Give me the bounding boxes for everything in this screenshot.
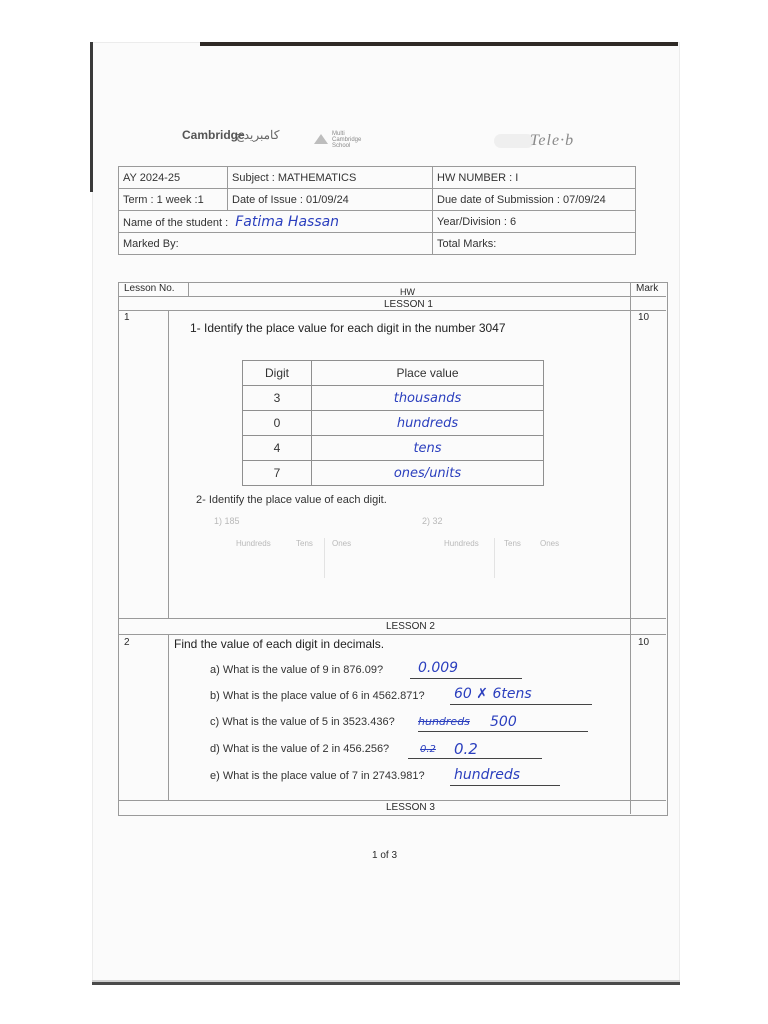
total-marks-cell: Total Marks: [433,233,636,255]
teleb-logo-swoosh [494,134,534,148]
year-division-cell: Year/Division : 6 [433,211,636,233]
q2-a-col-tens: Tens [296,539,313,548]
decimal-item-text: What is the value of 2 in 456.256? [222,743,390,755]
student-name-handwritten: Fatima Hassan [235,213,340,230]
struck-answer-handwritten: 0.2 [420,744,436,755]
teleb-logo-text: Tele·b [530,132,575,149]
lesson1-title: LESSON 1 [384,299,433,310]
pv-answer-handwritten: ones/units [393,465,462,481]
pv-header-digit: Digit [243,361,312,386]
q2-b-col-hundreds: Hundreds [444,539,479,548]
q2-part-a-label: 1) 185 [214,516,240,526]
lesson1-number: 1 [124,312,130,323]
lesson2-title: LESSON 2 [386,621,435,632]
student-name-cell [119,211,433,233]
row-sep-header [118,296,666,297]
lesson2-number: 2 [124,637,130,648]
decimal-item-text: What is the place value of 6 in 4562.871? [222,690,425,702]
q2-a-faint-divider [324,538,325,578]
decimal-item-label: d) [210,743,220,755]
place-value-table [242,360,544,486]
decimal-item-text: What is the value of 5 in 3523.436? [222,716,395,728]
school-logo-lines: Multi Cambridge School [332,131,362,149]
decimal-item-text: What is the place value of 7 in 2743.981? [222,770,425,782]
marked-by-cell: Marked By: [119,233,433,255]
pv-digit: 3 [243,386,312,411]
decimal-item [210,690,425,702]
col-sep-header-1 [188,282,189,296]
col-sep-lesson2 [168,634,169,800]
pv-answer [312,436,544,461]
row-sep-lesson3 [118,800,666,801]
row-sep-lesson1 [118,310,666,311]
subject-cell: Subject : MATHEMATICS [228,167,433,189]
col-sep-mark [630,282,631,814]
q2-a-col-hundreds: Hundreds [236,539,271,548]
due-date-cell: Due date of Submission : 07/09/24 [433,189,636,211]
lesson1-mark: 10 [638,312,650,323]
pv-answer-handwritten: thousands [393,390,462,406]
decimal-answer-handwritten: 0.2 [454,740,478,758]
mark-header: Mark [636,283,659,294]
pv-answer [312,411,544,436]
decimal-item-label: e) [210,770,220,782]
answer-line [450,704,592,705]
question-2: 2- Identify the place value of each digit. [196,494,387,506]
scan-top-edge [200,42,678,46]
answer-line [408,758,542,759]
answer-line [450,785,560,786]
decimal-item-label: a) [210,664,220,676]
lesson2-mark: 10 [638,637,650,648]
col-sep-lesson1 [168,310,169,618]
school-logo [312,132,330,151]
scan-bottom-edge [92,982,680,985]
pv-header-place: Place value [312,361,544,386]
q2-part-b-label: 2) 32 [422,516,443,526]
hw-header: HW [400,287,415,297]
info-table [118,166,636,255]
student-name-label: Name of the student : [123,216,229,229]
decimal-answer-handwritten: hundreds [454,767,521,783]
date-issue-cell: Date of Issue : 01/09/24 [228,189,433,211]
decimal-answer-handwritten: 500 [490,714,517,730]
cambridge-arabic-text: كامبريدج [236,128,280,142]
decimal-item [210,743,389,755]
pv-answer [312,461,544,486]
term-cell: Term : 1 week :1 [119,189,228,211]
pv-digit: 7 [243,461,312,486]
pv-answer [312,386,544,411]
pv-digit: 0 [243,411,312,436]
school-crest-icon [312,132,330,146]
page-number: 1 of 3 [372,850,398,861]
q2-a-col-ones: Ones [332,539,352,548]
hw-number-cell: HW NUMBER : I [433,167,636,189]
decimal-item [210,770,425,782]
ay-cell: AY 2024-25 [119,167,228,189]
lesson-no-header: Lesson No. [124,283,175,294]
question-1: 1- Identify the place value for each digit in the number 3047 [190,321,506,335]
pv-answer-handwritten: hundreds [396,415,459,431]
row-sep-lesson2 [118,634,666,635]
decimal-item-text: What is the value of 9 in 876.09? [222,664,384,676]
lesson3-title: LESSON 3 [386,802,435,813]
answer-line [418,731,588,732]
row-sep-lesson2-title [118,618,666,619]
q2-b-col-tens: Tens [504,539,521,548]
decimal-item [210,664,383,676]
pv-answer-handwritten: tens [413,440,442,456]
answer-line [410,678,522,679]
question-decimals: Find the value of each digit in decimals. [174,637,385,651]
decimal-item-label: c) [210,716,220,728]
pv-digit: 4 [243,436,312,461]
decimal-answer-handwritten: 0.009 [418,660,459,676]
decimal-item [210,716,395,728]
cambridge-logo-text: Cambridge [182,128,245,142]
struck-answer-handwritten: hundreds [418,715,470,728]
decimal-item-label: b) [210,690,220,702]
scan-left-edge [90,42,93,192]
q2-b-faint-divider [494,538,495,578]
q2-b-col-ones: Ones [540,539,560,548]
decimal-answer-handwritten: 60 ✗ 6tens [454,686,532,702]
